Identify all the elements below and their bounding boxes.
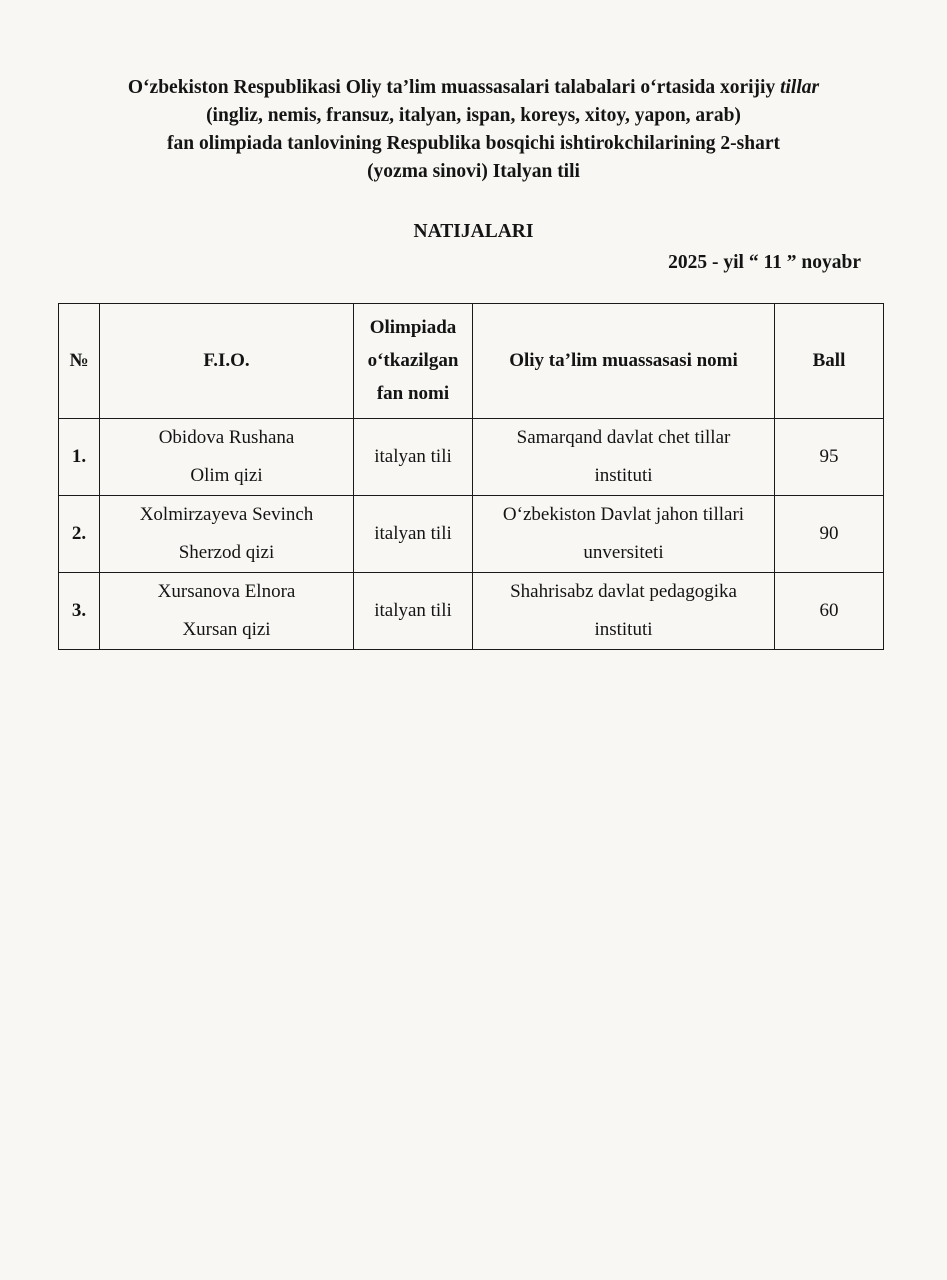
participant-name xyxy=(100,496,354,573)
name-line-1: Obidova Rushana xyxy=(158,427,295,448)
institution-line-2: unversiteti xyxy=(583,542,664,563)
name-line-2: Olim qizi xyxy=(190,465,263,486)
header-ball: Ball xyxy=(775,304,884,419)
row-number: 1. xyxy=(59,419,100,496)
results-title: NATIJALARI xyxy=(413,221,534,242)
heading-line-2: (ingliz, nemis, fransuz, italyan, ispan, koreys, xitoy, yapon, arab) xyxy=(206,105,741,126)
heading-line-4: (yozma sinovi) Italyan tili xyxy=(367,161,580,182)
score: 90 xyxy=(775,496,884,573)
participant-name xyxy=(100,573,354,650)
institution-line-1: Shahrisabz davlat pedagogika xyxy=(510,581,737,602)
document-heading xyxy=(40,74,907,186)
table-header-row xyxy=(59,304,884,419)
header-subject xyxy=(354,304,473,419)
header-subject-line-3: fan nomi xyxy=(376,383,450,404)
name-line-2: Xursan qizi xyxy=(182,619,271,640)
subject-name: italyan tili xyxy=(354,419,473,496)
table-row xyxy=(59,573,884,650)
table-row xyxy=(59,419,884,496)
subject-name: italyan tili xyxy=(354,573,473,650)
heading-line-1 xyxy=(40,74,907,102)
header-institution: Oliy ta’lim muassasasi nomi xyxy=(473,304,775,419)
name-line-2: Sherzod qizi xyxy=(178,542,275,563)
institution-line-1: Samarqand davlat chet tillar xyxy=(516,427,731,448)
heading-line-1-text: O‘zbekiston Respublikasi Oliy ta’lim muassasalari talabalari o‘rtasida xorijiy xyxy=(127,77,781,98)
header-fio: F.I.O. xyxy=(100,304,354,419)
name-line-1: Xursanova Elnora xyxy=(157,581,296,602)
institution-line-1: O‘zbekiston Davlat jahon tillari xyxy=(502,504,745,525)
institution-name xyxy=(473,496,775,573)
participant-name xyxy=(100,419,354,496)
document-date: 2025 - yil “ 11 ” noyabr xyxy=(668,252,861,273)
subject-name: italyan tili xyxy=(354,496,473,573)
header-subject-line-2: o‘tkazilgan xyxy=(367,350,459,371)
score: 60 xyxy=(775,573,884,650)
table-row xyxy=(59,496,884,573)
row-number: 3. xyxy=(59,573,100,650)
heading-line-3: fan olimpiada tanlovining Respublika bosqichi ishtirokchilarining 2-shart xyxy=(167,133,780,154)
institution-name xyxy=(473,573,775,650)
institution-line-2: instituti xyxy=(594,465,653,486)
institution-name xyxy=(473,419,775,496)
header-subject-line-1: Olimpiada xyxy=(369,317,457,338)
results-table xyxy=(58,303,884,650)
institution-line-2: instituti xyxy=(594,619,653,640)
row-number: 2. xyxy=(59,496,100,573)
header-number: № xyxy=(59,304,100,419)
heading-italic-word: tillar xyxy=(780,77,820,98)
name-line-1: Xolmirzayeva Sevinch xyxy=(139,504,314,525)
score: 95 xyxy=(775,419,884,496)
